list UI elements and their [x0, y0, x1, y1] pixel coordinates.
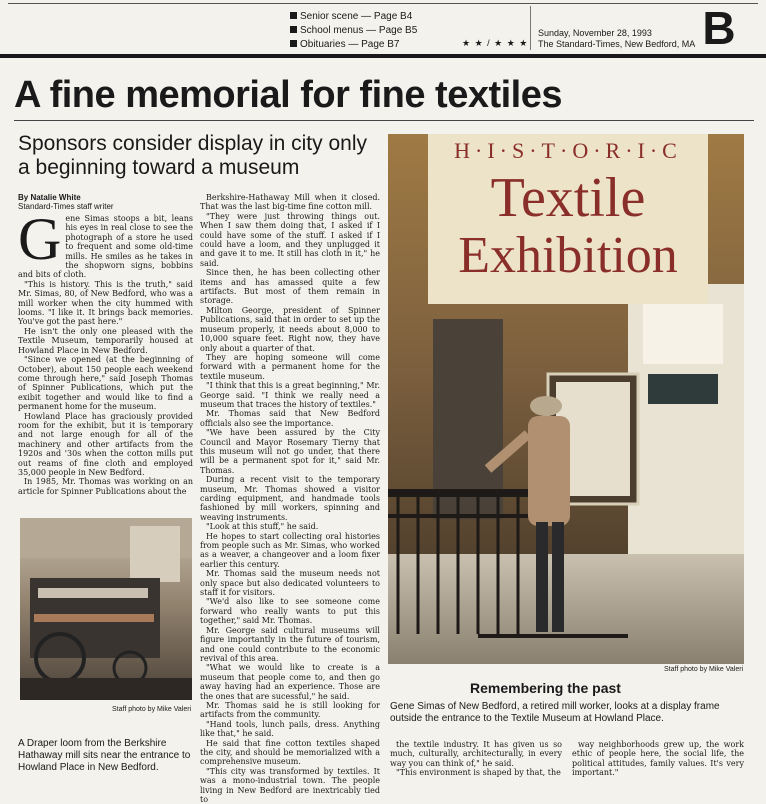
article-paragraph: "This city was transformed by textiles. It was a mono-industrial town. The people living in New Bedford are inextricably tied to — [200, 766, 380, 804]
index-item-label: School menus — Page B5 — [300, 25, 418, 36]
main-photo-credit: Staff photo by Mike Valeri — [664, 666, 744, 673]
article-paragraph: "They were just throwing things out. When I saw them doing that, I asked if I could have some of the stuff. I asked if I could have a loom, and they unplugged it and gave it to me. It still has cloth in it," he said. — [200, 211, 380, 268]
main-photo-caption-title: Remembering the past — [470, 680, 621, 696]
article-paragraph: ene Simas stoops a bit, leans his eyes in real close to see the photograph of a store he used to frequent and some old-time mills. He smiles as he takes in the shopworn signs, bobbins and bits of cloth. — [18, 214, 193, 280]
article-paragraph: "Hand tools, lunch pails, dress. Anything like that," he said. — [200, 719, 380, 739]
loom-photo — [20, 518, 192, 700]
article-paragraph: They are hoping someone will come forward with a permanent home for the textile museum. — [200, 352, 380, 381]
sign-line-3: Exhibition — [458, 227, 678, 284]
article-paragraph: In 1985, Mr. Thomas was working on an article for Spinner Publications about the — [18, 477, 193, 496]
article-paragraph: He said that fine cotton textiles shaped the city, and should be memorialized with a comprehensive museum. — [200, 738, 380, 767]
main-photo — [388, 134, 744, 664]
edition-stars: ★ ★ / ★ ★ ★ — [462, 38, 529, 48]
index-item — [290, 10, 417, 24]
article-paragraph: Milton George, president of Spinner Publications, said that in order to set up the museum properly, it needs about 8,000 to 10,000 square feet. Right now, they have only about a quarter of that. — [200, 305, 380, 353]
article-column-4 — [572, 740, 744, 784]
article-paragraph: During a recent visit to the temporary museum, Mr. Thomas showed a visitor carding equipment, and handmade tools fashioned by mill workers, spinning and weaving instruments. — [200, 475, 380, 522]
article-paragraph: Mr. Thomas said the museum needs not only space but also dedicated volunteers to staff it for visitors. — [200, 569, 380, 598]
article-paragraph: Since then, he has been collecting other items and has amassed quite a few artifacts. But most of them remain in storage. — [200, 268, 380, 306]
drop-cap: G — [18, 206, 62, 272]
index-item — [290, 24, 417, 38]
article-column-2 — [200, 193, 380, 804]
bullet-square-icon — [290, 26, 297, 33]
subheadline: Sponsors consider display in city only a beginning toward a museum — [18, 132, 368, 179]
issue-date: Sunday, November 28, 1993 — [538, 28, 652, 38]
main-photo-caption: Gene Simas of New Bedford, a retired mill worker, looks at a display frame outside the entrance to the Textile Museum at Howland Place. — [390, 701, 720, 724]
headline-rule — [14, 120, 754, 121]
loom-photo-credit: Staff photo by Mike Valeri — [112, 706, 192, 713]
sign-line-1: H·I·S·T·O·R·I·C — [454, 138, 682, 163]
paper-name: The Standard-Times, New Bedford, MA — [538, 39, 696, 49]
index-item-label: Senior scene — Page B4 — [300, 11, 413, 22]
page-header — [0, 0, 766, 58]
index-item — [290, 38, 417, 52]
article-paragraph: "Since we opened (at the beginning of October), about 150 people each weekend come through here," said Joseph Thomas of Spinner Publications, which put the exibit together and would like to find a permanent home for the museum. — [18, 355, 193, 412]
bullet-square-icon — [290, 12, 297, 19]
main-photo-image — [388, 134, 744, 664]
article-paragraph: "This environment is shaped by that, the — [396, 768, 561, 778]
article-paragraph: Howland Place has graciously provided room for the exhibit, but it is temporary and not large enough for all of the machinery and other artifacts from the 1920s and '30s when the cotton mills put out reams of fine cloth and employed 35,000 people in New Bedford. — [18, 411, 193, 477]
byline-role: Standard-Times staff writer — [18, 202, 114, 211]
article-paragraph: He hopes to start collecting oral histories from people such as Mr. Simas, who worked as a weaver, a changeover and a loom fixer earlier this century. — [200, 531, 380, 569]
article-paragraph: "What we would like to create is a museum that people come to, and then go away having had an experience. Those are the ones that are sucessful," he said. — [200, 663, 380, 701]
article-paragraph: the textile industry. It has given us so much, culturally, architecturally, in every way you can think of," he said. — [390, 740, 562, 768]
article-paragraph: Mr. Thomas said he is still looking for artifacts from the community. — [200, 700, 380, 720]
index-box — [290, 10, 417, 52]
byline-name: By Natalie White — [18, 193, 81, 202]
bullet-square-icon — [290, 40, 297, 47]
article-paragraph: "This is history. This is the truth," said Mr. Simas, 80, of New Bedford, who was a mill worker when the city hummed with looms. "I like it. It brings back memories. You've got the past here." — [18, 279, 193, 327]
article-paragraph: "We have been assured by the City Council and Mayor Rosemary Tierny that this museum will not go under, that there will be a permanent spot for it," said Mr. Thomas. — [200, 428, 380, 475]
article-paragraph: Berkshire-Hathaway Mill when it closed. That was the last big-time fine cotton mill. — [200, 193, 380, 212]
loom-photo-caption: A Draper loom from the Berkshire Hathaway mill sits near the entrance to Howland Place in New Bedford. — [18, 738, 191, 773]
header-top-rule — [8, 3, 758, 4]
page-title: A fine memorial for fine textiles — [14, 74, 563, 116]
article-paragraph: "Look at this stuff," he said. — [206, 522, 319, 532]
article-paragraph: "I think that this is a great beginning," Mr. George said. "I think we really need a museum that traces the history of textiles." — [200, 381, 380, 409]
article-column-3 — [390, 740, 562, 784]
index-item-label: Obituaries — Page B7 — [300, 39, 400, 50]
dateline — [538, 28, 695, 50]
article-paragraph: He isn't the only one pleased with the Textile Museum, temporarily housed at Howland Place in New Bedford. — [18, 326, 193, 355]
article-paragraph: "We'd also like to see someone come forward who really wants to put this together," said Mr. Thomas. — [200, 597, 380, 626]
section-letter: B — [702, 2, 736, 54]
header-divider — [530, 6, 531, 50]
article-paragraph: way neighborhoods grew up, the work ethic of people here, the social life, the political attitudes, family values. It's very important." — [572, 740, 744, 778]
loom-photo-image — [20, 518, 192, 700]
article-paragraph: Mr. Thomas said that New Bedford officials also see the importance. — [200, 409, 380, 428]
sign-line-2: Textile — [490, 167, 646, 229]
article-paragraph: Mr. George said cultural museums will figure importantly in the future of tourism, and one could contribute to the economic revival of this area. — [200, 625, 380, 663]
